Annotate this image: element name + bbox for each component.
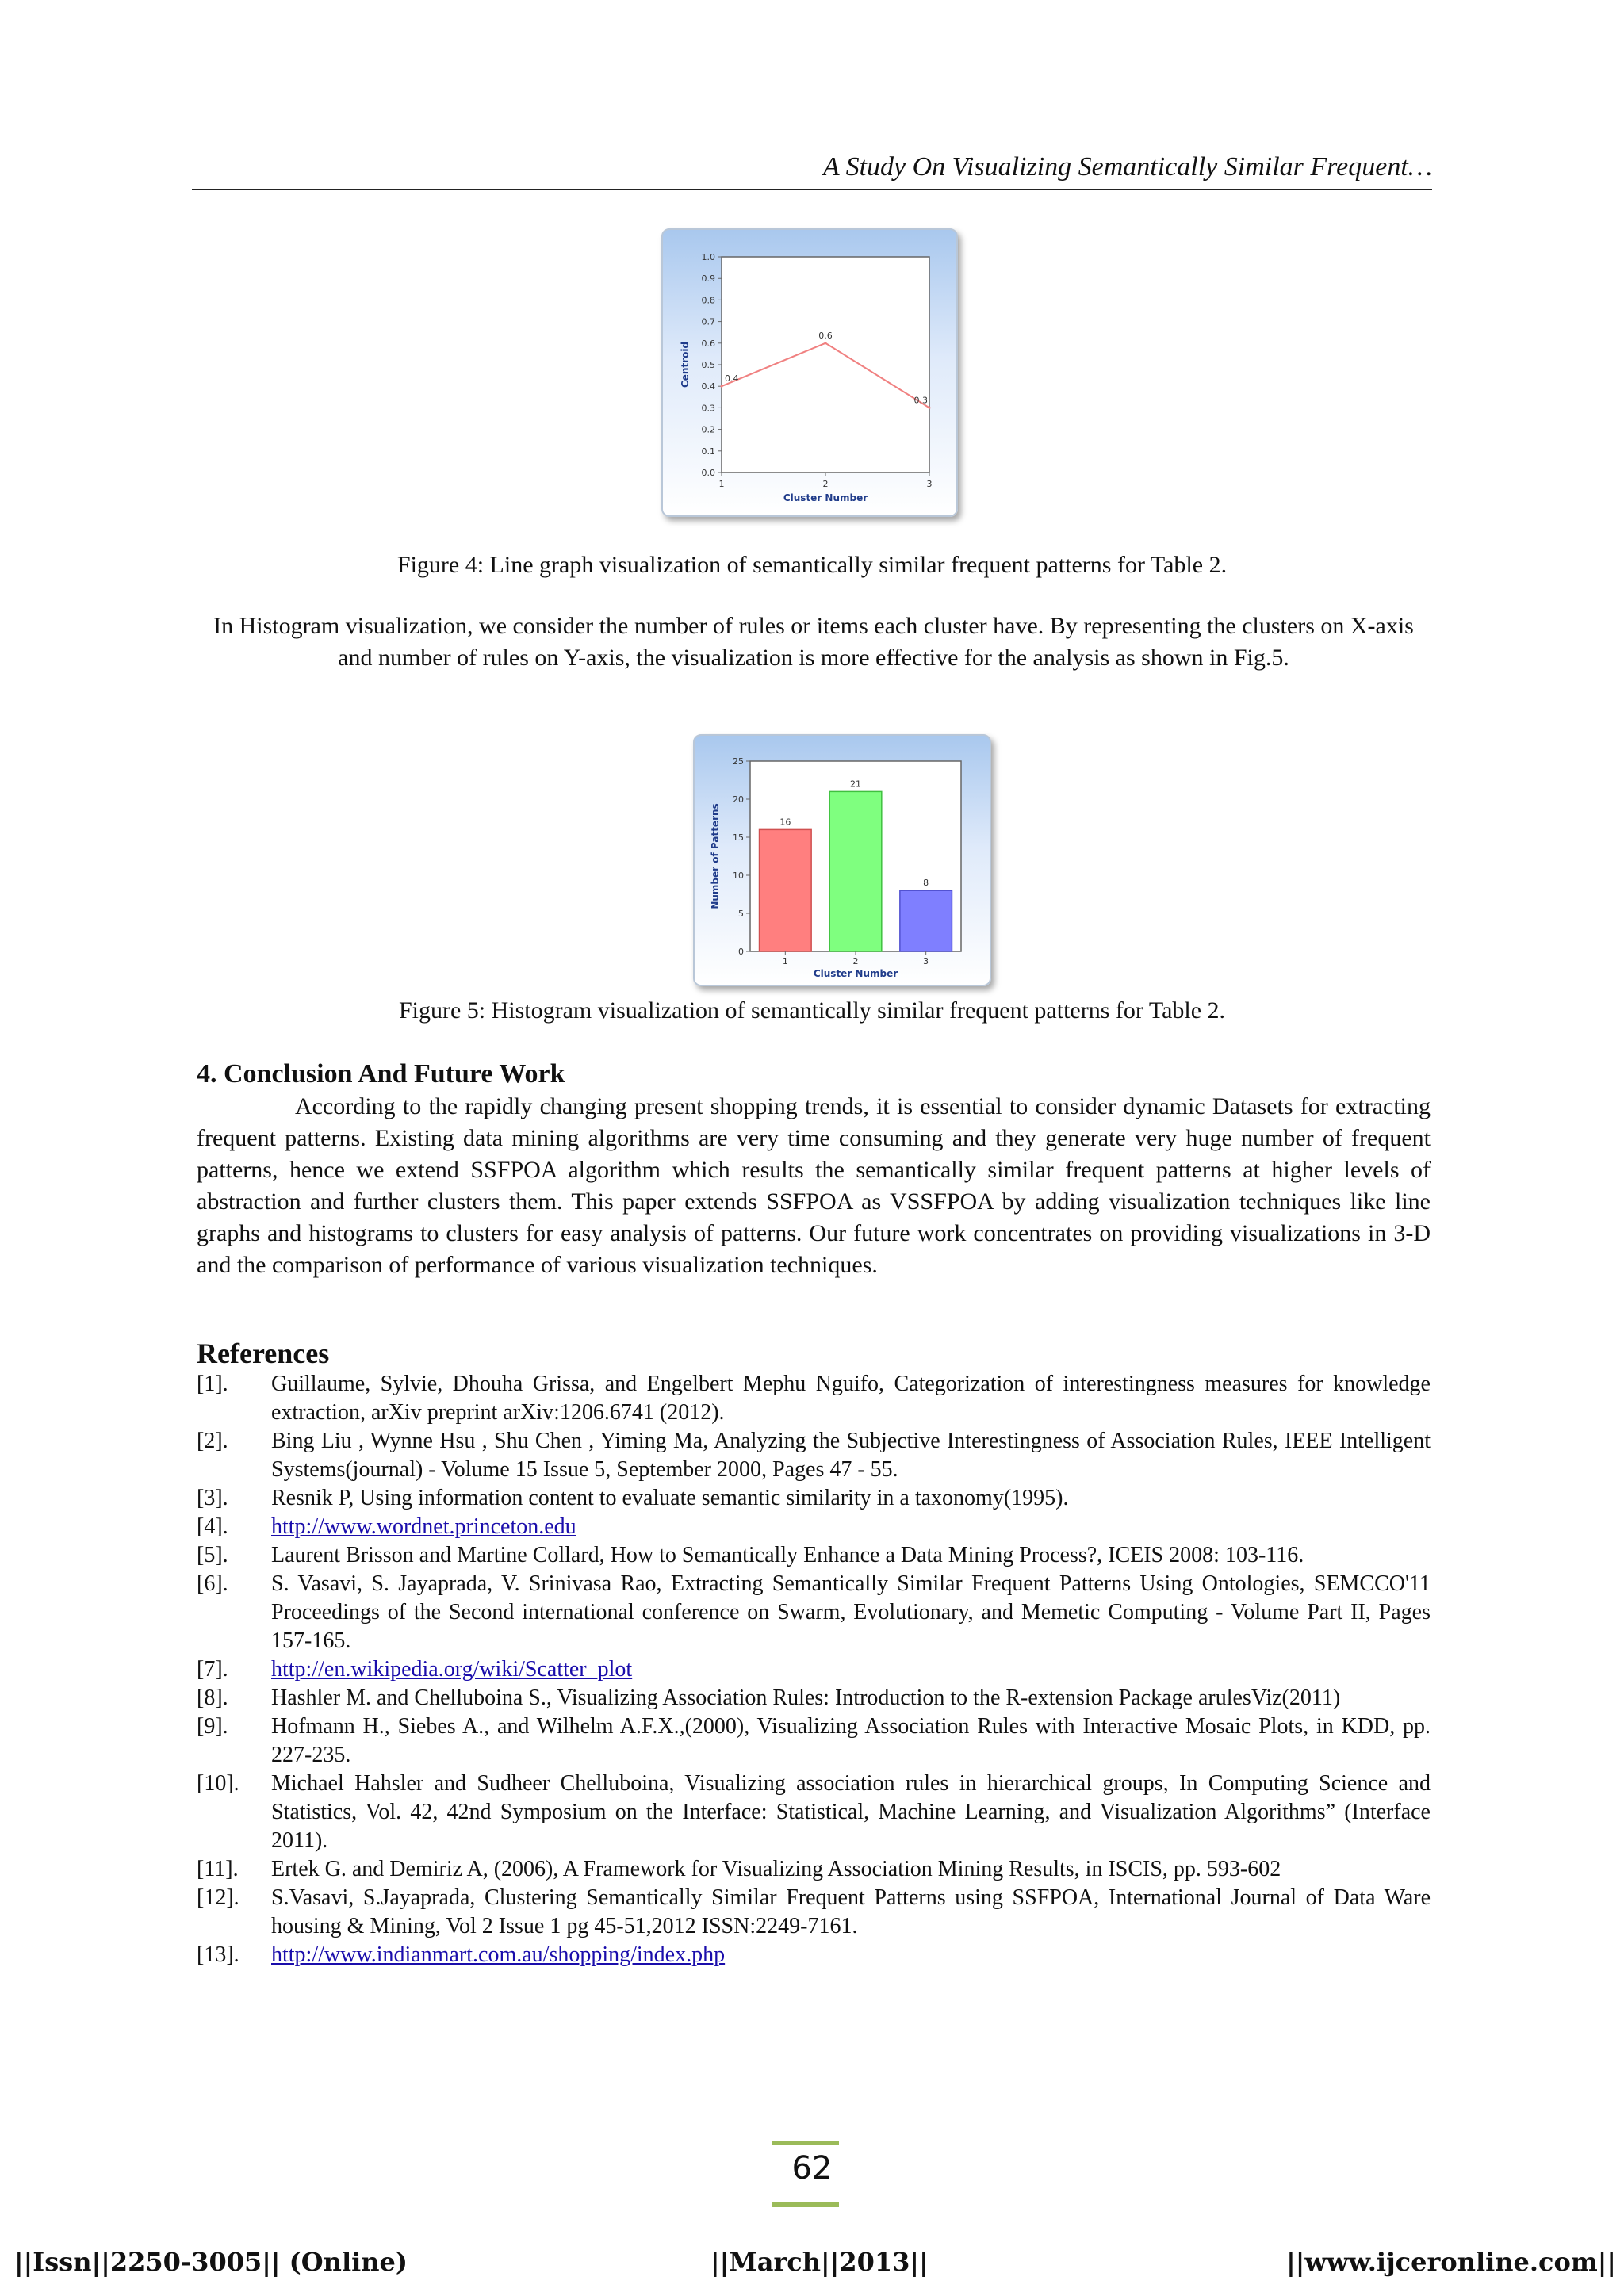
line-point [929,407,931,409]
y-tick-label: 0.1 [701,446,715,457]
y-tick-label: 0.3 [701,403,715,414]
y-tick-label: 0.0 [701,468,715,478]
y-tick-label: 0.5 [701,360,715,370]
x-axis-title: Cluster Number [813,968,898,979]
histogram-intro-paragraph: In Histogram visualization, we consider the number of rules or items each cluster have. By representing the clusters on X-axis and number of rules on Y-axis, the visualization is more effective for the analysis as shown in Fig.5. [213,613,1414,671]
y-tick-label: 0.9 [701,274,715,285]
page-number-bar-top [772,2141,839,2145]
reference-text: Michael Hahsler and Sudheer Chelluboina, Visualizing association rules in hierarchical groups, In Computing Science and Statistics, Vol. 42, 42nd Symposium on the Interface: Statistical, Machine Learning, and Visualization Algorithms” (Interface 2011). [271,1771,1431,1853]
reference-number: [10]. [197,1771,239,1796]
reference-link[interactable]: http://www.indianmart.com.au/shopping/index.php [271,1942,726,1967]
data-label: 8 [923,878,929,889]
bar-chart-figure [693,734,991,986]
y-axis-title: Centroid [680,341,691,388]
y-axis-title: Number of Patterns [710,803,721,909]
reference-text [271,1513,1431,1541]
data-label: 0.4 [725,373,739,385]
footer-website: ||www.ijceronline.com|| [1286,2247,1616,2277]
page-number: 62 [791,2150,833,2187]
line-chart [663,230,956,515]
y-tick-label: 1.0 [701,252,715,262]
y-tick-label: 5 [738,909,744,919]
reference-number: [7]. [197,1657,228,1682]
reference-number: [9]. [197,1714,228,1739]
figure-4-caption: Figure 4: Line graph visualization of semantically similar frequent patterns for Table 2. [396,552,1228,578]
x-tick-label: 1 [718,479,725,489]
reference-text [271,1941,1431,1969]
reference-number: [1]. [197,1372,228,1396]
y-tick-label: 0.6 [701,338,715,349]
figure-5-caption: Figure 5: Histogram visualization of semantically similar frequent patterns for Table 2. [398,997,1226,1024]
reference-text: Bing Liu , Wynne Hsu , Shu Chen , Yiming Ma, Analyzing the Subjective Interestingness of Association Rules, IEEE Intelligent Systems(journal) - Volume 15 Issue 5, September 2000, Pages 47 - 55. [271,1429,1431,1482]
y-tick-label: 0.8 [701,295,715,306]
reference-text: Hofmann H., Siebes A., and Wilhelm A.F.X.,(2000), Visualizing Association Rules with Interactive Mosaic Plots, in KDD, pp. 227-235. [271,1714,1431,1767]
y-tick-label: 0.2 [701,424,715,435]
y-tick-label: 0.4 [701,381,715,392]
reference-number: [4]. [197,1514,228,1539]
reference-item [197,1855,1431,1884]
references-list [197,1370,1431,1969]
plot-area [722,257,929,473]
reference-item [197,1770,1431,1855]
y-tick-label: 0.7 [701,316,715,327]
x-tick-label: 1 [782,956,788,966]
bar-chart [695,736,990,985]
reference-number: [3]. [197,1486,228,1510]
reference-text: Resnik P, Using information content to evaluate semantic similarity in a taxonomy(1995). [271,1486,1069,1510]
section-heading: 4. Conclusion And Future Work [197,1059,565,1089]
line-point [721,385,723,388]
page-number-bar-bottom [772,2202,839,2207]
data-label: 21 [850,779,861,790]
reference-item [197,1655,1431,1684]
reference-number: [5]. [197,1543,228,1567]
reference-number: [2]. [197,1429,228,1453]
reference-text: Guillaume, Sylvie, Dhouha Grissa, and Engelbert Mephu Nguifo, Categorization of interestingness measures for knowledge extraction, arXiv preprint arXiv:1206.6741 (2012). [271,1372,1431,1425]
reference-number: [11]. [197,1857,239,1881]
reference-item [197,1541,1431,1570]
reference-item [197,1427,1431,1484]
reference-text [271,1655,1431,1684]
reference-item [197,1484,1431,1513]
reference-number: [13]. [197,1942,239,1967]
reference-item [197,1712,1431,1770]
footer-date: ||March||2013|| [710,2247,929,2277]
reference-text: Ertek G. and Demiriz A, (2006), A Framework for Visualizing Association Mining Results, in ISCIS, pp. 593-602 [271,1857,1281,1881]
data-label: 0.3 [914,395,928,406]
footer-issn: ||Issn||2250-3005|| (Online) [14,2247,408,2277]
references-heading: References [197,1337,330,1369]
reference-text: S. Vasavi, S. Jayaprada, V. Srinivasa Rao, Extracting Semantically Similar Frequent Patterns Using Ontologies, SEMCCO'11 Proceedings of the Second international conference on Swarm, Evolutionary, and Memetic Computing - Volume Part II, Pages 157-165. [271,1571,1431,1653]
reference-text: Laurent Brisson and Martine Collard, How to Semantically Enhance a Data Mining Process?, ICEIS 2008: 103-116. [271,1543,1304,1567]
data-label: 16 [779,817,791,828]
reference-text: Hashler M. and Chelluboina S., Visualizing Association Rules: Introduction to the R-extension Package arulesViz(2011) [271,1686,1341,1710]
bar [829,791,882,951]
x-tick-label: 3 [926,479,933,489]
reference-item [197,1370,1431,1427]
reference-text: S.Vasavi, S.Jayaprada, Clustering Semantically Similar Frequent Patterns using SSFPOA, International Journal of Data Ware housing & Mining, Vol 2 Issue 1 pg 45-51,2012 ISSN:2249-7161. [271,1885,1431,1938]
data-label: 0.6 [818,330,833,341]
x-tick-label: 2 [822,479,829,489]
reference-number: [8]. [197,1686,228,1710]
reference-number: [6]. [197,1571,228,1596]
y-tick-label: 15 [733,832,744,843]
reference-item [197,1684,1431,1712]
reference-item [197,1513,1431,1541]
reference-link[interactable]: http://en.wikipedia.org/wiki/Scatter_plot [271,1657,633,1682]
conclusion-paragraph: According to the rapidly changing present shopping trends, it is essential to consider dynamic Datasets for extracting frequent patterns. Existing data mining algorithms are very time consuming and they generate very huge number of frequent patterns, hence we extend SSFPOA algorithm which results the semantically similar frequent patterns at higher levels of abstraction and further clusters them. This paper extends SSFPOA as VSSFPOA by adding visualization techniques like line graphs and histograms to clusters for easy analysis of patterns. Our future work concentrates on providing visualizations in 3-D and the comparison of performance of various visualization techniques. [197,1093,1431,1278]
reference-item [197,1570,1431,1655]
reference-number: [12]. [197,1885,239,1910]
reference-link[interactable]: http://www.wordnet.princeton.edu [271,1514,576,1539]
bar [900,890,952,951]
reference-item [197,1884,1431,1941]
y-tick-label: 20 [733,794,744,805]
y-tick-label: 0 [738,947,744,957]
y-tick-label: 25 [733,756,744,767]
line-point [825,342,827,344]
x-axis-title: Cluster Number [783,492,868,503]
y-tick-label: 10 [733,871,744,881]
running-header: A Study On Visualizing Semantically Similar Frequent… [192,152,1432,190]
reference-item [197,1941,1431,1969]
x-tick-label: 3 [923,956,929,966]
bar [760,829,812,951]
line-chart-figure [661,228,958,517]
x-tick-label: 2 [852,956,859,966]
